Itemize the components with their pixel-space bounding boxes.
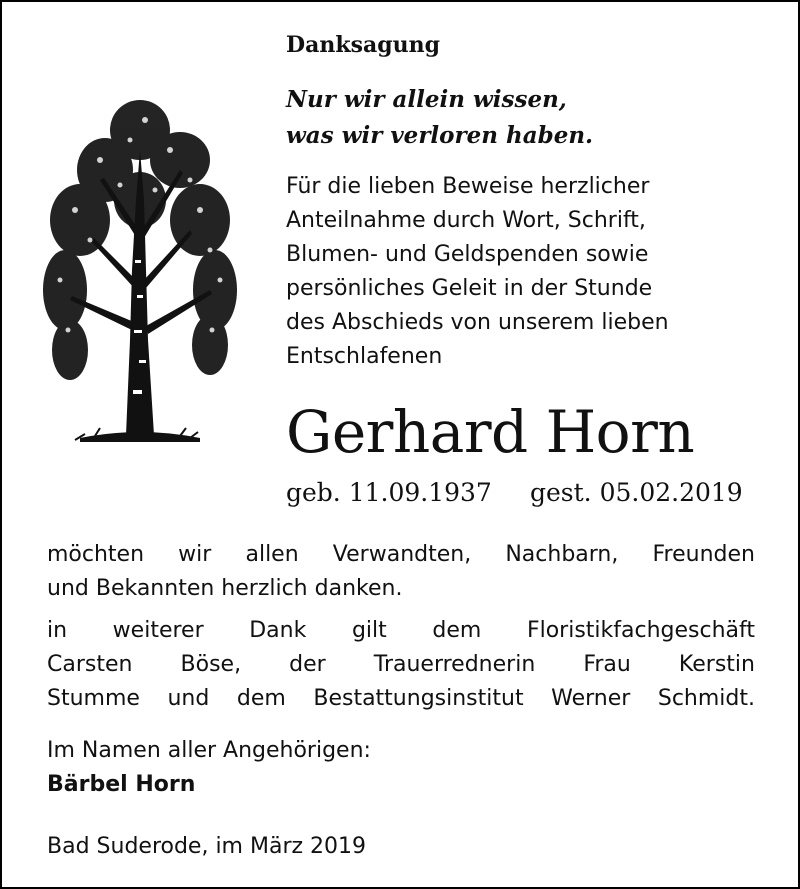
intro-line-1: Für die lieben Beweise herzlicher (286, 174, 650, 199)
further-line-1: in weiterer Dank gilt dem Floristikfachgeschäft (47, 618, 755, 643)
intro-line-2: Anteilnahme durch Wort, Schrift, (286, 208, 646, 233)
thanks-paragraph (47, 538, 755, 606)
motto-line-2: was wir verloren haben. (286, 122, 594, 149)
thanks-line-1: möchten wir allen Verwandten, Nachbarn, Freunden (47, 542, 755, 567)
on-behalf-label: Im Namen aller Angehörigen: (47, 738, 371, 763)
intro-line-4: persönliches Geleit in der Stunde (286, 276, 653, 301)
birch-tree-icon (40, 90, 240, 450)
intro-line-5: des Abschieds von unserem lieben (286, 310, 669, 335)
deceased-name: Gerhard Horn (286, 398, 695, 466)
motto-line-1: Nur wir allein wissen, (286, 86, 567, 113)
further-thanks-paragraph (47, 614, 755, 716)
intro-line-3: Blumen- und Geldspenden sowie (286, 242, 649, 267)
notice-title: Danksagung (286, 32, 440, 58)
place-date: Bad Suderode, im März 2019 (47, 834, 367, 859)
further-line-3: Stumme und dem Bestattungsinstitut Werner Schmidt. (47, 686, 755, 711)
death-date: gest. 05.02.2019 (530, 478, 743, 507)
signatory-name: Bärbel Horn (47, 772, 196, 797)
intro-line-6: Entschlafenen (286, 344, 443, 369)
thanks-line-2: und Bekannten herzlich danken. (47, 576, 403, 601)
birth-date: geb. 11.09.1937 (286, 478, 492, 507)
further-line-2: Carsten Böse, der Trauerrednerin Frau Kerstin (47, 652, 755, 677)
